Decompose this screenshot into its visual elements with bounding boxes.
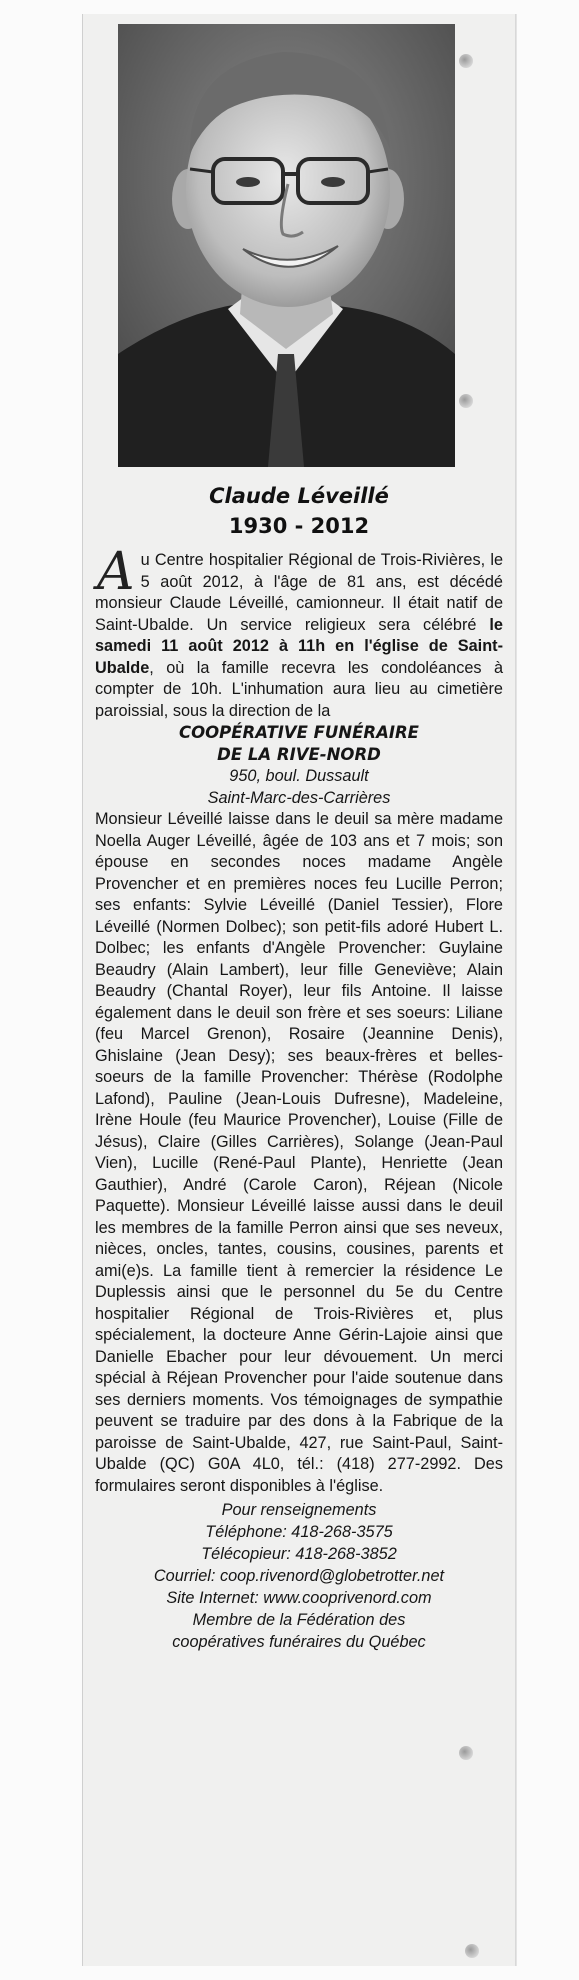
contact-footer xyxy=(95,1499,503,1653)
funeral-home-city: Saint-Marc-des-Carrières xyxy=(207,788,391,807)
funeral-home-block xyxy=(95,722,503,809)
phone-line: Téléphone: 418-268-3575 xyxy=(205,1523,393,1541)
website-line: Site Internet: www.cooprivenord.com xyxy=(166,1589,432,1607)
punch-hole-lower xyxy=(459,1746,473,1760)
punch-hole-middle xyxy=(459,394,473,408)
fax-line: Télécopieur: 418-268-3852 xyxy=(201,1545,397,1563)
email-line: Courriel: coop.rivenord@globetrotter.net xyxy=(153,1567,445,1585)
service-rest: , où la famille recevra les condoléances à compter de 10h. L'inhumation aura lieu au cimetière paroissial, sous la direction de la xyxy=(95,658,503,720)
drop-cap: A xyxy=(97,542,135,602)
info-heading: Pour renseignements xyxy=(221,1501,377,1519)
announcement-paragraph xyxy=(95,542,503,722)
intro-text: u Centre hospitalier Régional de Trois-Rivières, le 5 août 2012, à l'âge de 81 ans, est décédé monsieur Claude Léveillé, camionneur. Il était natif de Saint-Ubalde. Un service religieux sera célébré xyxy=(95,551,503,634)
funeral-home-name-line1: COOPÉRATIVE FUNÉRAIRE xyxy=(179,723,419,742)
punch-hole-top xyxy=(459,54,473,68)
portrait-photo xyxy=(118,24,455,467)
obituary-clipping xyxy=(82,14,516,1966)
service-details: le samedi 11 août 2012 à 11h en l'église de Saint-Ubalde xyxy=(95,615,503,677)
portrait-illustration xyxy=(118,24,455,467)
member-line-1: Membre de la Fédération des xyxy=(192,1611,406,1629)
punch-hole-bottom xyxy=(465,1944,479,1958)
member-line-2: coopératives funéraires du Québec xyxy=(172,1633,426,1651)
deceased-name: Claude Léveillé xyxy=(209,484,389,508)
life-years: 1930 - 2012 xyxy=(228,514,370,538)
funeral-home-name-line2: DE LA RIVE-NORD xyxy=(217,745,381,764)
obituary-text xyxy=(95,542,503,1653)
family-paragraph: Monsieur Léveillé laisse dans le deuil sa mère madame Noella Auger Léveillé, âgée de 103 ans et 7 mois; son épouse en secondes noces madame Angèle Provencher et en premières noces feu Lucille Perron; ses enfants: Sylvie Léveillé (Daniel Tessier), Flore Léveillé (Normen Dolbec); son petit-fils adoré Hubert L. Dolbec; les enfants d'Angèle Provencher: Guylaine Beaudry (Alain Lambert), leur fille Geneviève; Alain Beaudry (Chantal Royer), leur fils Antoine. Il laisse également dans le deuil son frère et ses soeurs: Liliane (feu Marcel Grenon), Rosaire (Jeannine Denis), Ghislaine (Jean Desy); ses beaux-frères et belles-soeurs de la famille Provencher: Thérèse (Rodolphe Lafond), Pauline (Jean-Louis Dufresne), Madeleine, Irène Houle (feu Maurice Provencher), Louise (Fille de Jésus), Claire (Gilles Carrières), Solange (Jean-Paul Vien), Lucille (René-Paul Plante), Henriette (Jean Gauthier), André (Carole Caron), Réjean (Nicole Paquette). Monsieur Léveillé laisse aussi dans le deuil les membres de la famille Perron ainsi que ses neveux, nièces, oncles, tantes, cousins, cousines, parents et ami(e)s. La famille tient à remercier la résidence Le Duplessis ainsi que le personnel du 5e du Centre hospitalier Régional de Trois-Rivières et, plus spécialement, la docteure Anne Gérin-Lajoie ainsi que Danielle Ebacher pour leur dévouement. Un merci spécial à Réjean Provencher pour l'aide soutenue dans ses derniers moments. Vos témoignages de sympathie peuvent se traduire par des dons à la Fabrique de la paroisse de Saint-Ubalde, 427, rue Saint-Paul, Saint-Ubalde (QC) G0A 4L0, tél.: (418) 277-2992. Des formulaires seront disponibles à l'église. xyxy=(95,810,503,1495)
funeral-home-address: 950, boul. Dussault xyxy=(229,767,369,785)
